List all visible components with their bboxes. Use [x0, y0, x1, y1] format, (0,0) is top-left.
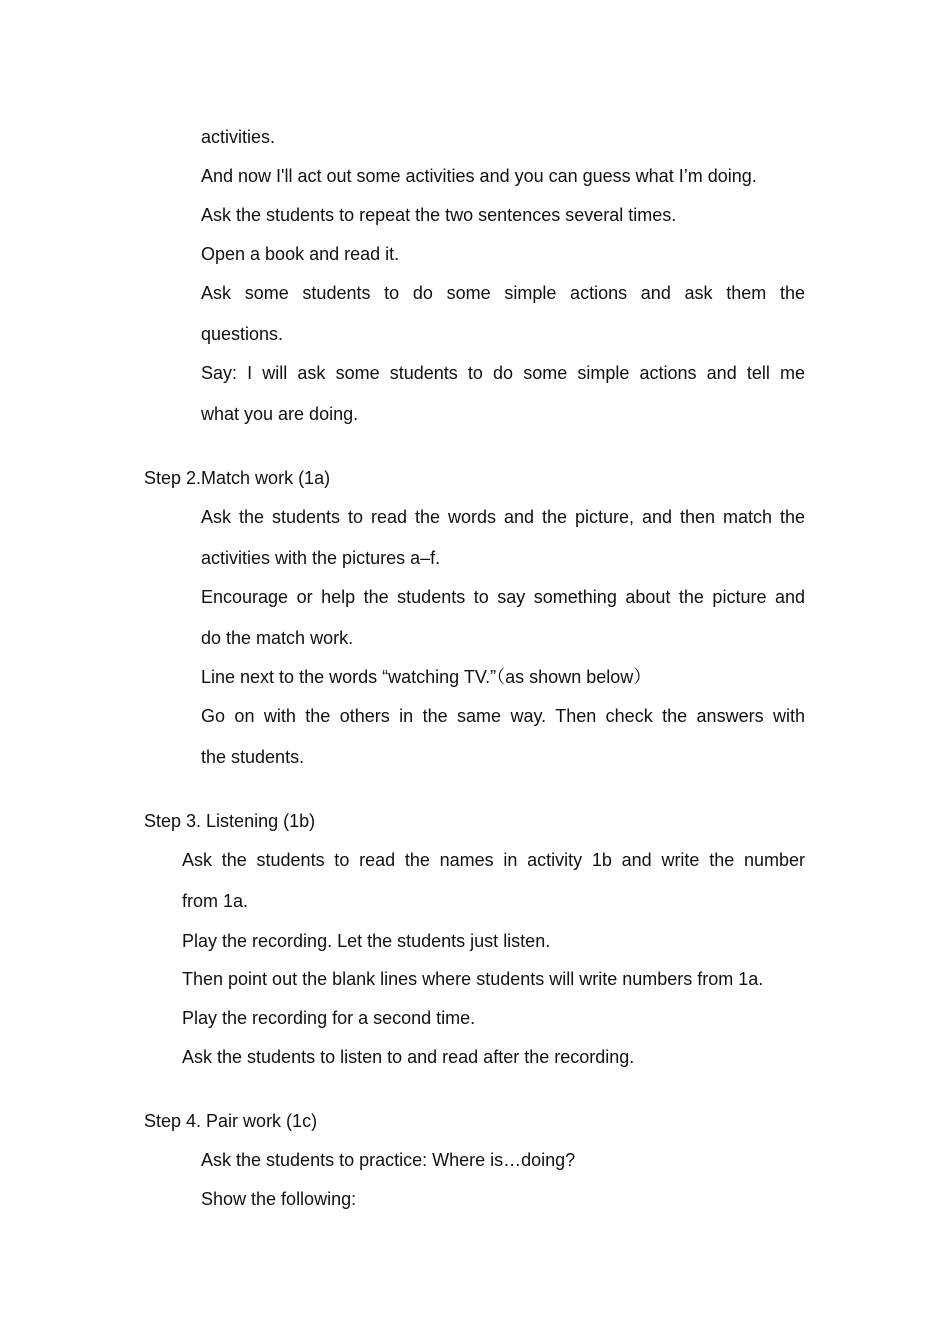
step3-line: Play the recording. Let the students just listen. [182, 931, 551, 951]
step2-line: Go on with the others in the same way. Then check the answers with [201, 706, 805, 726]
step2-line: Encourage or help the students to say something about the picture and [201, 587, 805, 607]
intro-line: Ask the students to repeat the two sentences several times. [201, 205, 677, 225]
step3-line: Ask the students to listen to and read after the recording. [182, 1047, 635, 1067]
intro-line: activities. [201, 127, 276, 147]
step4-line: Ask the students to practice: Where is…doing? [201, 1150, 576, 1170]
intro-line: Say: I will ask some students to do some simple actions and tell me [201, 363, 805, 383]
step2-line: do the match work. [201, 628, 354, 648]
step4-heading: Step 4. Pair work (1c) [144, 1111, 318, 1131]
step2-heading: Step 2.Match work (1a) [144, 468, 331, 488]
step2-line: activities with the pictures a–f. [201, 548, 441, 568]
step3-heading: Step 3. Listening (1b) [144, 811, 316, 831]
step3-line: Ask the students to read the names in activity 1b and write the number [182, 850, 805, 870]
step3-line: Then point out the blank lines where students will write numbers from 1a. [182, 969, 764, 989]
step2-line: Line next to the words “watching TV.”（as shown below） [201, 667, 652, 687]
step2-line: the students. [201, 747, 305, 767]
step3-line: from 1a. [182, 891, 249, 911]
step4-line: Show the following: [201, 1189, 357, 1209]
step3-line: Play the recording for a second time. [182, 1008, 476, 1028]
step2-line: Ask the students to read the words and the picture, and then match the [201, 507, 805, 527]
intro-line: questions. [201, 324, 284, 344]
intro-line: Ask some students to do some simple actions and ask them the [201, 283, 805, 303]
intro-line: Open a book and read it. [201, 244, 400, 264]
intro-line: what you are doing. [201, 404, 359, 424]
intro-line: And now I'll act out some activities and you can guess what I’m doing. [201, 166, 757, 186]
